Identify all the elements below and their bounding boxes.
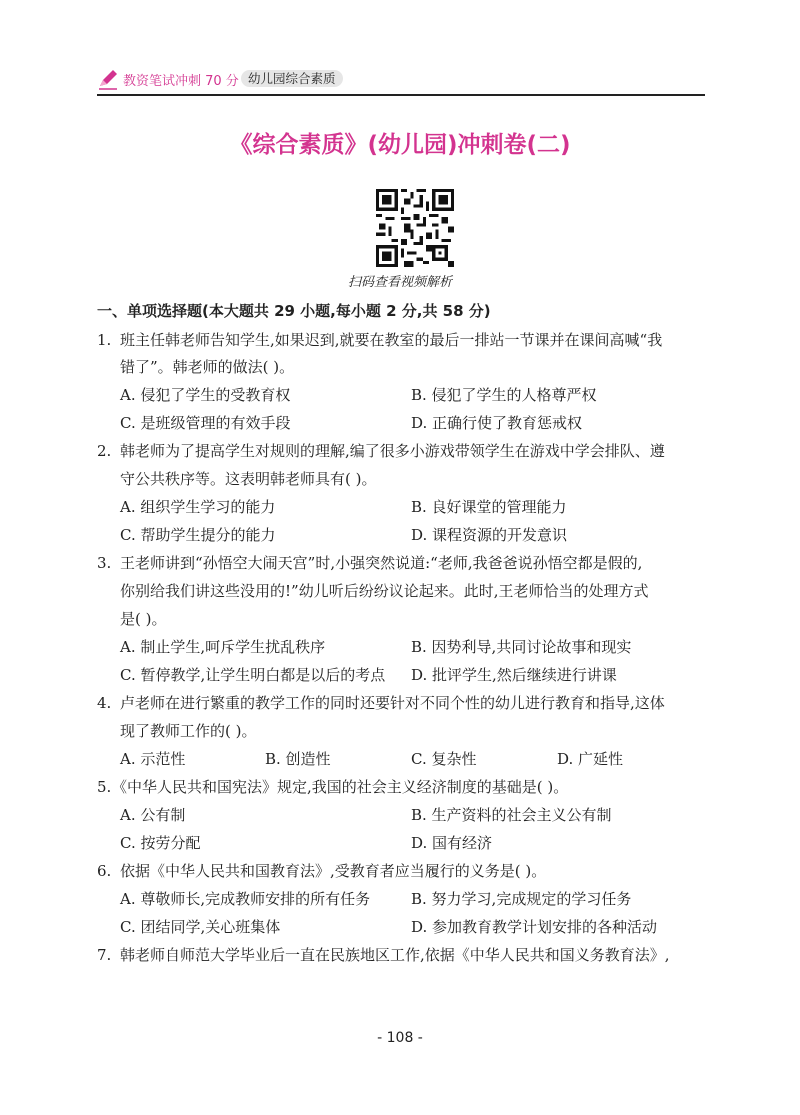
- option-d[interactable]: D. 批评学生,然后继续进行讲课: [411, 666, 617, 684]
- option-b[interactable]: B. 努力学习,完成规定的学习任务: [411, 890, 632, 908]
- question-number: 5.: [97, 778, 112, 796]
- section-heading: 一、单项选择题(本大题共 29 小题,每小题 2 分,共 58 分): [97, 302, 491, 320]
- option-c[interactable]: C. 复杂性: [411, 750, 477, 768]
- subject-tag: 幼儿园综合素质: [241, 70, 343, 87]
- option-b[interactable]: B. 良好课堂的管理能力: [411, 498, 567, 516]
- question-text: 你别给我们讲这些没用的!”幼儿听后纷纷议论起来。此时,王老师恰当的处理方式: [120, 582, 649, 600]
- option-d[interactable]: D. 参加教育教学计划安排的各种活动: [411, 918, 658, 936]
- question-text: 守公共秩序等。这表明韩老师具有( )。: [120, 470, 377, 488]
- question-text: 是( )。: [120, 610, 167, 628]
- question-number: 7.: [97, 946, 112, 964]
- option-c[interactable]: C. 是班级管理的有效手段: [120, 414, 291, 432]
- option-b[interactable]: B. 因势利导,共同讨论故事和现实: [411, 638, 632, 656]
- qr-caption: 扫码查看视频解析: [347, 275, 452, 290]
- option-a[interactable]: A. 侵犯了学生的受教育权: [120, 386, 291, 404]
- option-a[interactable]: A. 制止学生,呵斥学生扰乱秩序: [120, 638, 326, 656]
- question-text: 韩老师自师范大学毕业后一直在民族地区工作,依据《中华人民共和国义务教育法》,: [120, 946, 670, 964]
- question-text: 班主任韩老师告知学生,如果迟到,就要在教室的最后一排站一节课并在课间高喊“我: [120, 331, 663, 349]
- question-number: 6.: [97, 862, 112, 880]
- option-c[interactable]: C. 暂停教学,让学生明白都是以后的考点: [120, 666, 386, 684]
- option-c[interactable]: C. 按劳分配: [120, 834, 201, 852]
- question-number: 2.: [97, 442, 112, 460]
- question-text: 《中华人民共和国宪法》规定,我国的社会主义经济制度的基础是( )。: [112, 778, 569, 796]
- option-d[interactable]: D. 正确行使了教育惩戒权: [411, 414, 583, 432]
- option-c[interactable]: C. 团结同学,关心班集体: [120, 918, 281, 936]
- question-text: 王老师讲到“孙悟空大闹天宫”时,小强突然说道:“老师,我爸爸说孙悟空都是假的,: [120, 554, 643, 572]
- question-text: 错了”。韩老师的做法( )。: [120, 358, 295, 376]
- question-text: 卢老师在进行繁重的教学工作的同时还要针对不同个性的幼儿进行教育和指导,这体: [120, 694, 665, 712]
- option-d[interactable]: D. 课程资源的开发意识: [411, 526, 568, 544]
- question-number: 3.: [97, 554, 112, 572]
- qr-code[interactable]: [376, 189, 454, 267]
- option-d[interactable]: D. 国有经济: [411, 834, 493, 852]
- option-b[interactable]: B. 创造性: [265, 750, 331, 768]
- page-title: 《综合素质》(幼儿园)冲刺卷(二): [229, 132, 571, 158]
- option-b[interactable]: B. 侵犯了学生的人格尊严权: [411, 386, 597, 404]
- question-text: 现了教师工作的( )。: [120, 722, 257, 740]
- question-number: 1.: [97, 331, 112, 349]
- series-title: 教资笔试冲刺 70 分: [123, 74, 239, 89]
- option-a[interactable]: A. 组织学生学习的能力: [120, 498, 276, 516]
- option-c[interactable]: C. 帮助学生提分的能力: [120, 526, 276, 544]
- option-a[interactable]: A. 示范性: [120, 750, 186, 768]
- running-header: [97, 68, 705, 96]
- option-a[interactable]: A. 公有制: [120, 806, 186, 824]
- option-a[interactable]: A. 尊敬师长,完成教师安排的所有任务: [120, 890, 371, 908]
- question-number: 4.: [97, 694, 112, 712]
- question-text: 韩老师为了提高学生对规则的理解,编了很多小游戏带领学生在游戏中学会排队、遵: [120, 442, 665, 460]
- page-number: - 108 -: [377, 1030, 423, 1046]
- option-b[interactable]: B. 生产资料的社会主义公有制: [411, 806, 612, 824]
- question-text: 依据《中华人民共和国教育法》,受教育者应当履行的义务是( )。: [120, 862, 547, 880]
- pencil-icon: [97, 68, 119, 90]
- option-d[interactable]: D. 广延性: [557, 750, 624, 768]
